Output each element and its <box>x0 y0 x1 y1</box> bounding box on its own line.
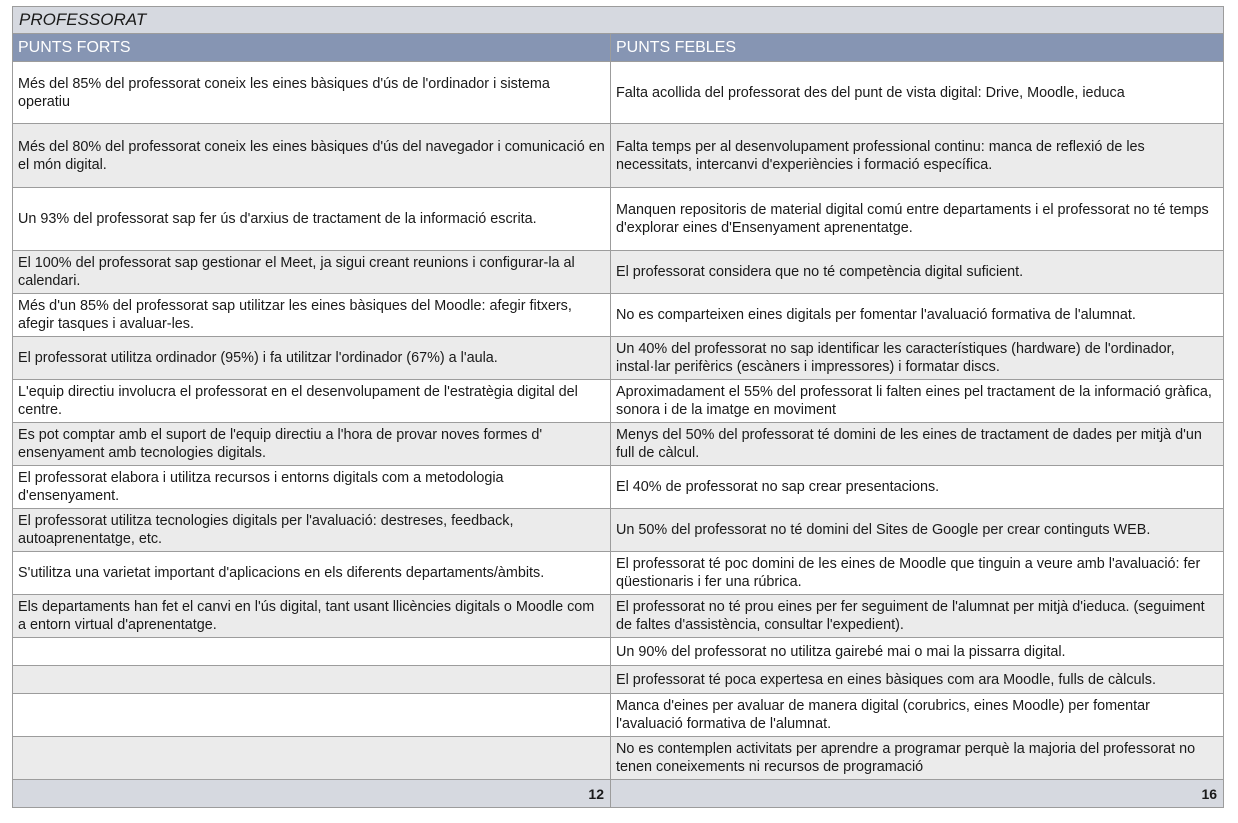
swot-table <box>12 6 1224 808</box>
table-row <box>13 294 1224 337</box>
strength-cell: El professorat utilitza ordinador (95%) i fa utilitzar l'ordinador (67%) a l'aula. <box>13 337 611 380</box>
table-row <box>13 694 1224 737</box>
weakness-cell: Aproximadament el 55% del professorat li falten eines pel tractament de la informació gràfica, sonora i de la imatge en moviment <box>611 380 1224 423</box>
strength-cell <box>13 737 611 780</box>
weakness-cell: El professorat té poc domini de les eines de Moodle que tinguin a veure amb l'avaluació: fer qüestionaris i fer una rúbrica. <box>611 552 1224 595</box>
table-row <box>13 638 1224 666</box>
weakness-cell: El professorat no té prou eines per fer seguiment de l'alumnat per mitjà d'ieduca. (seguiment de faltes d'assistència, consultar l'expedient). <box>611 595 1224 638</box>
strength-cell: Es pot comptar amb el suport de l'equip directiu a l'hora de provar noves formes d' ensenyament amb tecnologies digitals. <box>13 423 611 466</box>
strength-cell: El 100% del professorat sap gestionar el Meet, ja sigui creant reunions i configurar-la al calendari. <box>13 251 611 294</box>
title-row <box>13 7 1224 34</box>
weakness-cell: El 40% de professorat no sap crear presentacions. <box>611 466 1224 509</box>
table-row <box>13 380 1224 423</box>
weakness-cell: Falta temps per al desenvolupament professional continu: manca de reflexió de les necessitats, intercanvi d'experiències i formació específica. <box>611 124 1224 188</box>
table-body <box>13 7 1224 808</box>
strength-cell: Més d'un 85% del professorat sap utilitzar les eines bàsiques del Moodle: afegir fitxers, afegir tasques i avaluar-les. <box>13 294 611 337</box>
weakness-cell: Falta acollida del professorat des del punt de vista digital: Drive, Moodle, ieduca <box>611 62 1224 124</box>
strength-cell: El professorat utilitza tecnologies digitals per l'avaluació: destreses, feedback, autoaprenentatge, etc. <box>13 509 611 552</box>
header-row <box>13 34 1224 62</box>
weakness-cell: Un 90% del professorat no utilitza gairebé mai o mai la pissarra digital. <box>611 638 1224 666</box>
strength-cell: Més del 85% del professorat coneix les eines bàsiques d'ús de l'ordinador i sistema operatiu <box>13 62 611 124</box>
table-row <box>13 595 1224 638</box>
strength-cell <box>13 694 611 737</box>
table-title: PROFESSORAT <box>13 7 1224 34</box>
strength-cell: Un 93% del professorat sap fer ús d'arxius de tractament de la informació escrita. <box>13 188 611 251</box>
strength-cell: Els departaments han fet el canvi en l'ús digital, tant usant llicències digitals o Moodle com a entorn virtual d'aprenentatge. <box>13 595 611 638</box>
table-row <box>13 552 1224 595</box>
strength-cell: El professorat elabora i utilitza recursos i entorns digitals com a metodologia d'ensenyament. <box>13 466 611 509</box>
total-strengths: 12 <box>13 780 611 808</box>
table-row <box>13 124 1224 188</box>
totals-row <box>13 780 1224 808</box>
header-weaknesses: PUNTS FEBLES <box>611 34 1224 62</box>
header-strengths: PUNTS FORTS <box>13 34 611 62</box>
weakness-cell: El professorat té poca expertesa en eines bàsiques com ara Moodle, fulls de càlculs. <box>611 666 1224 694</box>
table-row <box>13 666 1224 694</box>
weakness-cell: Un 40% del professorat no sap identificar les característiques (hardware) de l'ordinador, instal·lar perifèrics (escàners i impressores) i formatar discs. <box>611 337 1224 380</box>
table-row <box>13 337 1224 380</box>
strength-cell: S'utilitza una varietat important d'aplicacions en els diferents departaments/àmbits. <box>13 552 611 595</box>
weakness-cell: Menys del 50% del professorat té domini de les eines de tractament de dades per mitjà d'un full de càlcul. <box>611 423 1224 466</box>
table-row <box>13 737 1224 780</box>
total-weaknesses: 16 <box>611 780 1224 808</box>
strength-cell: Més del 80% del professorat coneix les eines bàsiques d'ús del navegador i comunicació en el món digital. <box>13 124 611 188</box>
table-row <box>13 188 1224 251</box>
table-row <box>13 251 1224 294</box>
table-row <box>13 62 1224 124</box>
weakness-cell: Un 50% del professorat no té domini del Sites de Google per crear continguts WEB. <box>611 509 1224 552</box>
weakness-cell: Manca d'eines per avaluar de manera digital (corubrics, eines Moodle) per fomentar l'avaluació formativa de l'alumnat. <box>611 694 1224 737</box>
table-row <box>13 509 1224 552</box>
weakness-cell: No es comparteixen eines digitals per fomentar l'avaluació formativa de l'alumnat. <box>611 294 1224 337</box>
strength-cell: L'equip directiu involucra el professorat en el desenvolupament de l'estratègia digital del centre. <box>13 380 611 423</box>
weakness-cell: No es contemplen activitats per aprendre a programar perquè la majoria del professorat no tenen coneixements ni recursos de programació <box>611 737 1224 780</box>
weakness-cell: Manquen repositoris de material digital comú entre departaments i el professorat no té temps d'explorar eines d'Ensenyament aprenentatge. <box>611 188 1224 251</box>
strength-cell <box>13 666 611 694</box>
table-row <box>13 423 1224 466</box>
table-row <box>13 466 1224 509</box>
weakness-cell: El professorat considera que no té competència digital suficient. <box>611 251 1224 294</box>
strength-cell <box>13 638 611 666</box>
